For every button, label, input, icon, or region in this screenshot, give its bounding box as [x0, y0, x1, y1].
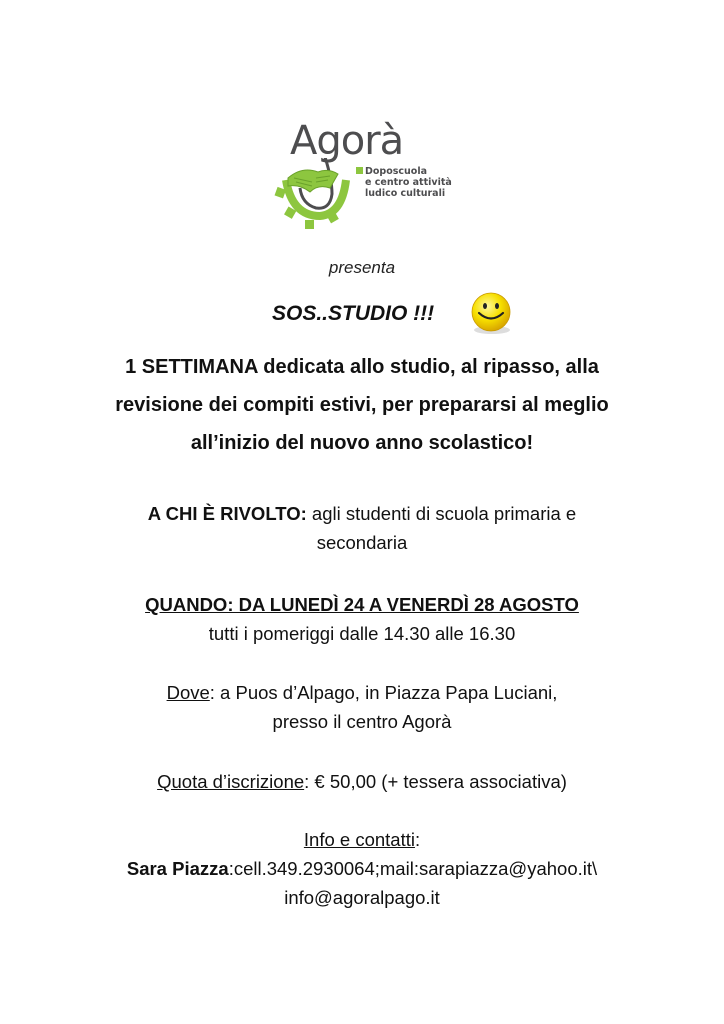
- presenta-text: presenta: [328, 258, 396, 277]
- logo-square-bullet: [356, 167, 363, 174]
- contact-details: :cell.349.2930064;mail:sarapiazza@yahoo.it\: [228, 858, 598, 879]
- target-audience: A CHI È RIVOLTO: agli studenti di scuola primaria e secondaria: [147, 503, 577, 553]
- logo-sun-ray: [305, 220, 314, 229]
- when-detail: tutti i pomeriggi dalle 14.30 alle 16.30: [208, 623, 516, 644]
- fee-section: [40, 767, 684, 796]
- when-section: [40, 590, 684, 648]
- when-label: QUANDO: DA LUNEDÌ 24 A VENERDÌ 28 AGOSTO: [145, 594, 579, 615]
- headline: 1 SETTIMANA dedicata allo studio, al ripasso, alla revisione dei compiti estivi, per prepararsi al meglio all’inizio del nuovo anno scolastico!: [115, 356, 609, 454]
- fee-value: : € 50,00 (+ tessera associativa): [304, 771, 567, 792]
- target-label: A CHI È RIVOLTO:: [147, 503, 307, 524]
- where-section: Dove: a Puos d’Alpago, in Piazza Papa Luciani, presso il centro Agorà: [166, 682, 558, 732]
- where-label: Dove: [166, 682, 210, 703]
- contact-person: Sara Piazza: [126, 858, 229, 879]
- fee-label: Quota d’iscrizione: [157, 771, 305, 792]
- agora-logo: [272, 118, 462, 238]
- logo-book-sun-icon: [272, 158, 362, 238]
- contacts-section: Info e contatti: Sara Piazza:cell.349.2930064;mail:sarapiazza@yahoo.it\ info@agoralpago.it: [126, 829, 598, 908]
- smiley-face-icon: [466, 290, 516, 336]
- event-title: SOS..STUDIO !!!: [272, 302, 435, 325]
- contacts-label: Info e contatti: [303, 829, 415, 850]
- contact-email: info@agoralpago.it: [284, 887, 440, 908]
- logo-wordmark: Agorà: [290, 118, 404, 164]
- logo-tagline: Doposcuola e centro attività ludico culturali: [356, 166, 452, 199]
